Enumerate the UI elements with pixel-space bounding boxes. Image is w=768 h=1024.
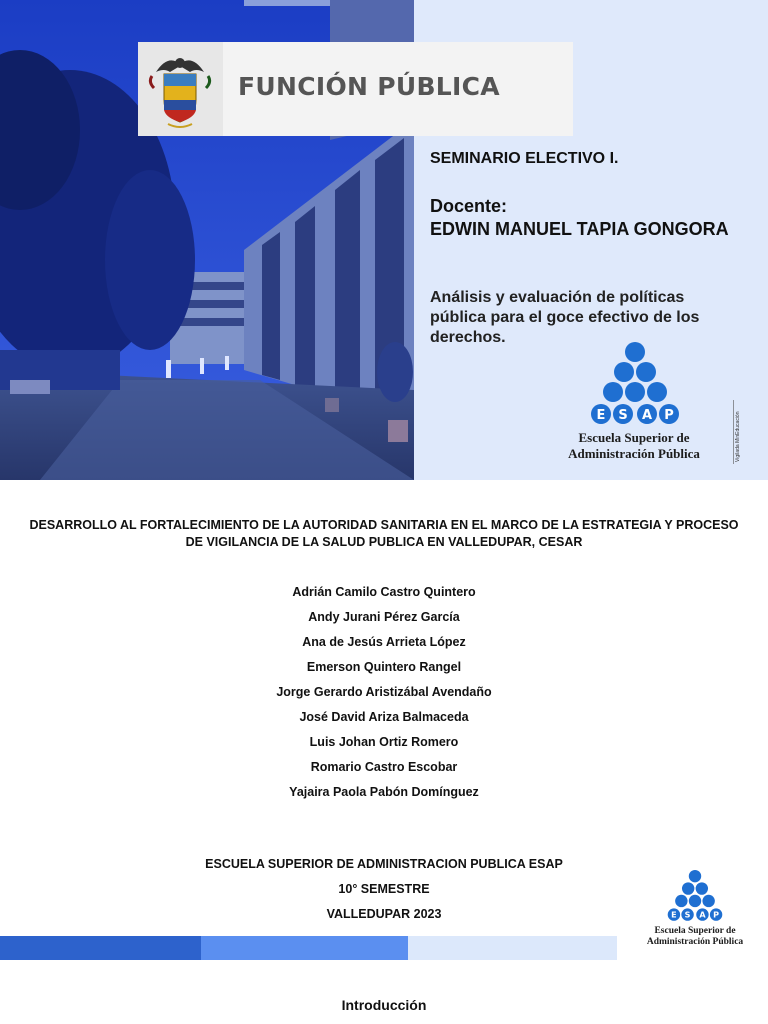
svg-text:S: S [684, 910, 691, 920]
svg-text:S: S [618, 408, 628, 423]
svg-text:A: A [699, 910, 706, 920]
author-name: Andy Jurani Pérez García [308, 610, 460, 624]
teacher-label: Docente: [430, 196, 508, 216]
esap-caption-small [632, 926, 758, 948]
introduction-heading: Introducción [341, 997, 427, 1013]
footer-bar-light [408, 936, 617, 960]
author-name: Emerson Quintero Rangel [306, 660, 462, 674]
author-name: José David Ariza Balmaceda [299, 710, 469, 724]
funcion-publica-banner [138, 42, 573, 136]
author-name: Romario Castro Escobar [310, 760, 458, 774]
semester-label: 10° SEMESTRE [338, 882, 430, 896]
author-name: Luis Johan Ortiz Romero [309, 735, 459, 749]
svg-text:A: A [641, 408, 653, 423]
esap-caption-large [548, 430, 720, 462]
author-name: Ana de Jesús Arrieta López [302, 635, 466, 649]
colombia-coat-of-arms-icon [138, 42, 223, 136]
vigilado-text: Vigilada MinEducación [735, 411, 741, 462]
footer-bar-mid [201, 936, 408, 960]
brand-title: FUNCIÓN PÚBLICA [238, 72, 500, 101]
esap-small-name-line1: Escuela Superior de [654, 926, 736, 936]
author-name: Adrián Camilo Castro Quintero [292, 585, 476, 599]
city-year-label: VALLEDUPAR 2023 [326, 907, 442, 921]
institution-name: ESCUELA SUPERIOR DE ADMINISTRACION PUBLICA ESAP [205, 857, 563, 871]
esap-pyramid-logo-icon [585, 340, 685, 428]
author-name: Yajaira Paola Pabón Domínguez [289, 785, 479, 799]
esap-name-line2: Administración Pública [568, 446, 700, 461]
svg-text:E: E [596, 408, 606, 423]
esap-name-line1: Escuela Superior de [578, 430, 690, 445]
subject-text: Análisis y evaluación de políticas pública para el goce efectivo de los derechos. [430, 289, 700, 346]
footer-bar-dark [0, 936, 201, 960]
author-name: Jorge Gerardo Aristizábal Avendaño [276, 685, 492, 699]
seal-container [138, 42, 223, 136]
svg-text:E: E [671, 910, 677, 920]
vigilado-mineducacion-label [733, 400, 741, 464]
svg-text:P: P [713, 910, 720, 920]
svg-text:P: P [664, 408, 674, 423]
document-title: DESARROLLO AL FORTALECIMIENTO DE LA AUTORIDAD SANITARIA EN EL MARCO DE LA ESTRATEGIA Y PROCESO DE VIGILANCIA DE LA SALUD PUBLICA EN VALLEDUPAR, CESAR [29, 518, 739, 549]
seminar-title: SEMINARIO ELECTIVO I. [430, 150, 619, 167]
esap-small-name-line2: Administración Pública [646, 937, 744, 947]
teacher-name: EDWIN MANUEL TAPIA GONGORA [430, 219, 729, 239]
esap-small-logo-icon [664, 868, 726, 924]
authors-list [0, 584, 768, 809]
